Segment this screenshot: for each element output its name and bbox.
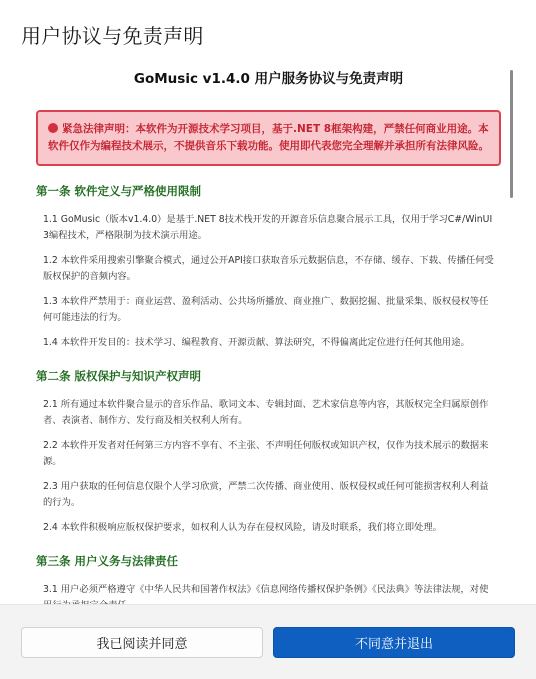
section-1-para-3: 1.3 本软件严禁用于：商业运营、盈利活动、公共场所播放、商业推广、数据挖掘、批量采集、版权侵权等任何可能违法的行为。: [43, 296, 489, 323]
section-1-para-1: 1.1 GoMusic（版本v1.4.0）是基于.NET 8技术栈开发的开源音乐信息聚合展示工具，仅用于学习C#/WinUI 3编程技术，严格限制为技术演示用途。: [43, 214, 493, 241]
agreement-scroll-area[interactable]: [0, 58, 536, 604]
agreement-content: [36, 58, 501, 623]
section-heading-1: 第一条 软件定义与严格使用限制: [36, 184, 202, 198]
dialog-title: 用户协议与免责声明: [21, 24, 204, 48]
section-1-para-2: 1.2 本软件采用搜索引擎聚合模式，通过公开API接口获取音乐元数据信息，不存储、缓存、下载、传播任何受版权保护的音频内容。: [43, 255, 494, 282]
legal-warning-box: [36, 110, 501, 166]
section-2-para-1: 2.1 所有通过本软件聚合显示的音乐作品、歌词文本、专辑封面、艺术家信息等内容，其版权完全归属原创作者、表演者、制作方、发行商及相关权利人所有。: [43, 399, 489, 426]
section-2-para-2: 2.2 本软件开发者对任何第三方内容不享有、不主张、不声明任何版权或知识产权，仅作为技术展示的数据来源。: [43, 440, 489, 467]
section-heading-3: 第三条 用户义务与法律责任: [36, 554, 179, 568]
section-2-para-4: 2.4 本软件积极响应版权保护要求，如权利人认为存在侵权风险，请及时联系，我们将立即处理。: [43, 522, 442, 533]
document-title: GoMusic v1.4.0 用户服务协议与免责声明: [133, 71, 404, 87]
section-heading-2: 第二条 版权保护与知识产权声明: [36, 369, 202, 383]
section-1-para-4: 1.4 本软件开发目的：技术学习、编程教育、开源贡献、算法研究，不得偏离此定位进行任何其他用途。: [43, 337, 470, 348]
dialog-footer: [0, 604, 536, 679]
legal-warning-text: 紧急法律声明：本软件为开源技术学习项目，基于.NET 8框架构建，严禁任何商业用途。本软件仅作为编程技术展示，不提供音乐下载功能。使用即代表您完全理解并承担所有法律风险。: [48, 123, 489, 152]
agree-button[interactable]: 我已阅读并同意: [21, 627, 263, 658]
section-2-para-3: 2.3 用户获取的任何信息仅限个人学习欣赏，严禁二次传播、商业使用、版权侵权或任何可能损害权利人利益的行为。: [43, 481, 489, 508]
disagree-exit-button[interactable]: 不同意并退出: [273, 627, 515, 658]
section-3-para-1: 3.1 用户必须严格遵守《中华人民共和国著作权法》《信息网络传播权保护条例》《民法典》等法律法规，对使: [43, 584, 489, 595]
vertical-scrollbar-thumb[interactable]: [510, 70, 513, 198]
red-dot-icon: [48, 123, 58, 133]
